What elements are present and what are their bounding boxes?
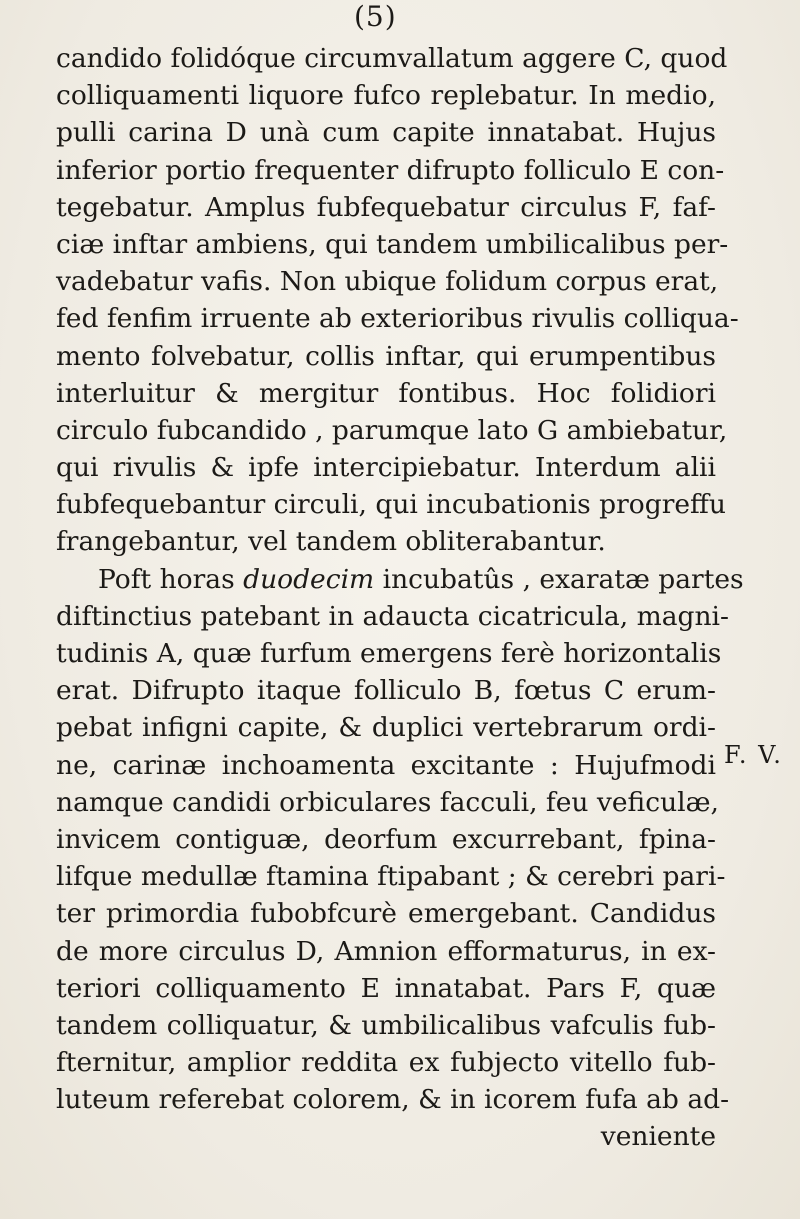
text-line: diftinctius patebant in adaucta cicatricula, magni- bbox=[56, 600, 729, 632]
text-line: pebat infigni capite, & duplici vertebrarum ordi- bbox=[56, 712, 716, 744]
page-number: (5) bbox=[354, 0, 397, 33]
text-line: teriori colliquamento E innatabat. Pars F, quæ bbox=[56, 972, 716, 1004]
text-line: fternitur, amplior reddita ex fubjecto vitello fub- bbox=[56, 1047, 716, 1079]
text-line: circulo fubcandido , parumque lato G ambiebatur, bbox=[56, 414, 728, 446]
text-line: ter primordia fubobfcurè emergebant. Candidus bbox=[56, 898, 716, 930]
line-segment: incubatûs , exaratæ partes bbox=[374, 563, 744, 595]
text-line-paragraph-start bbox=[56, 561, 744, 598]
text-line: ne, carinæ inchoamenta excitante : Hujufmodi bbox=[56, 749, 716, 781]
text-line: qui rivulis & ipfe intercipiebatur. Interdum alii bbox=[56, 452, 716, 484]
body-text bbox=[56, 40, 744, 1156]
text-line: inferior portio frequenter difrupto folliculo E con- bbox=[56, 154, 725, 186]
text-line: tegebatur. Amplus fubfequebatur circulus F, faf- bbox=[56, 191, 716, 223]
text-line: mento folvebatur, collis inftar, qui erumpentibus bbox=[56, 340, 716, 372]
margin-figure-reference: F. V. bbox=[724, 741, 783, 769]
text-line: pulli carina D unà cum capite innatabat. Hujus bbox=[56, 117, 716, 149]
text-line: colliquamenti liquore fufco replebatur. In medio, bbox=[56, 80, 716, 112]
text-line: fed fenfim irruente ab exterioribus rivulis colliqua- bbox=[56, 303, 739, 335]
italic-word: duodecim bbox=[243, 563, 375, 595]
text-line: tandem colliquatur, & umbilicalibus vafculis fub- bbox=[56, 1009, 716, 1041]
text-line: luteum referebat colorem, & in icorem fufa ab ad- bbox=[56, 1084, 730, 1116]
text-line: interluitur & mergitur fontibus. Hoc folidiori bbox=[56, 377, 716, 409]
text-line: de more circulus D, Amnion efformaturus, in ex- bbox=[56, 935, 716, 967]
text-line: tudinis A, quæ furfum emergens ferè horizontalis bbox=[56, 638, 722, 669]
text-line: lifque medullæ ftamina ftipabant ; & cerebri pari- bbox=[56, 861, 726, 893]
text-line: frangebantur, vel tandem obliterabantur. bbox=[56, 526, 606, 558]
text-line: fubfequebantur circuli, qui incubationis progreffu bbox=[56, 489, 726, 521]
text-line: erat. Difrupto itaque folliculo B, fœtus C erum- bbox=[56, 675, 716, 707]
text-line: namque candidi orbiculares facculi, feu veficulæ, bbox=[56, 786, 719, 818]
catchword: veniente bbox=[600, 1121, 716, 1153]
text-line: candido folidóque circumvallatum aggere C, quod bbox=[56, 43, 728, 74]
text-line: ciæ inftar ambiens, qui tandem umbilicalibus per- bbox=[56, 228, 729, 260]
line-segment: Poft horas bbox=[98, 563, 244, 595]
text-line: invicem contiguæ, deorfum excurrebant, fpina- bbox=[56, 823, 716, 855]
text-line: vadebatur vafis. Non ubique folidum corpus erat, bbox=[56, 266, 719, 298]
